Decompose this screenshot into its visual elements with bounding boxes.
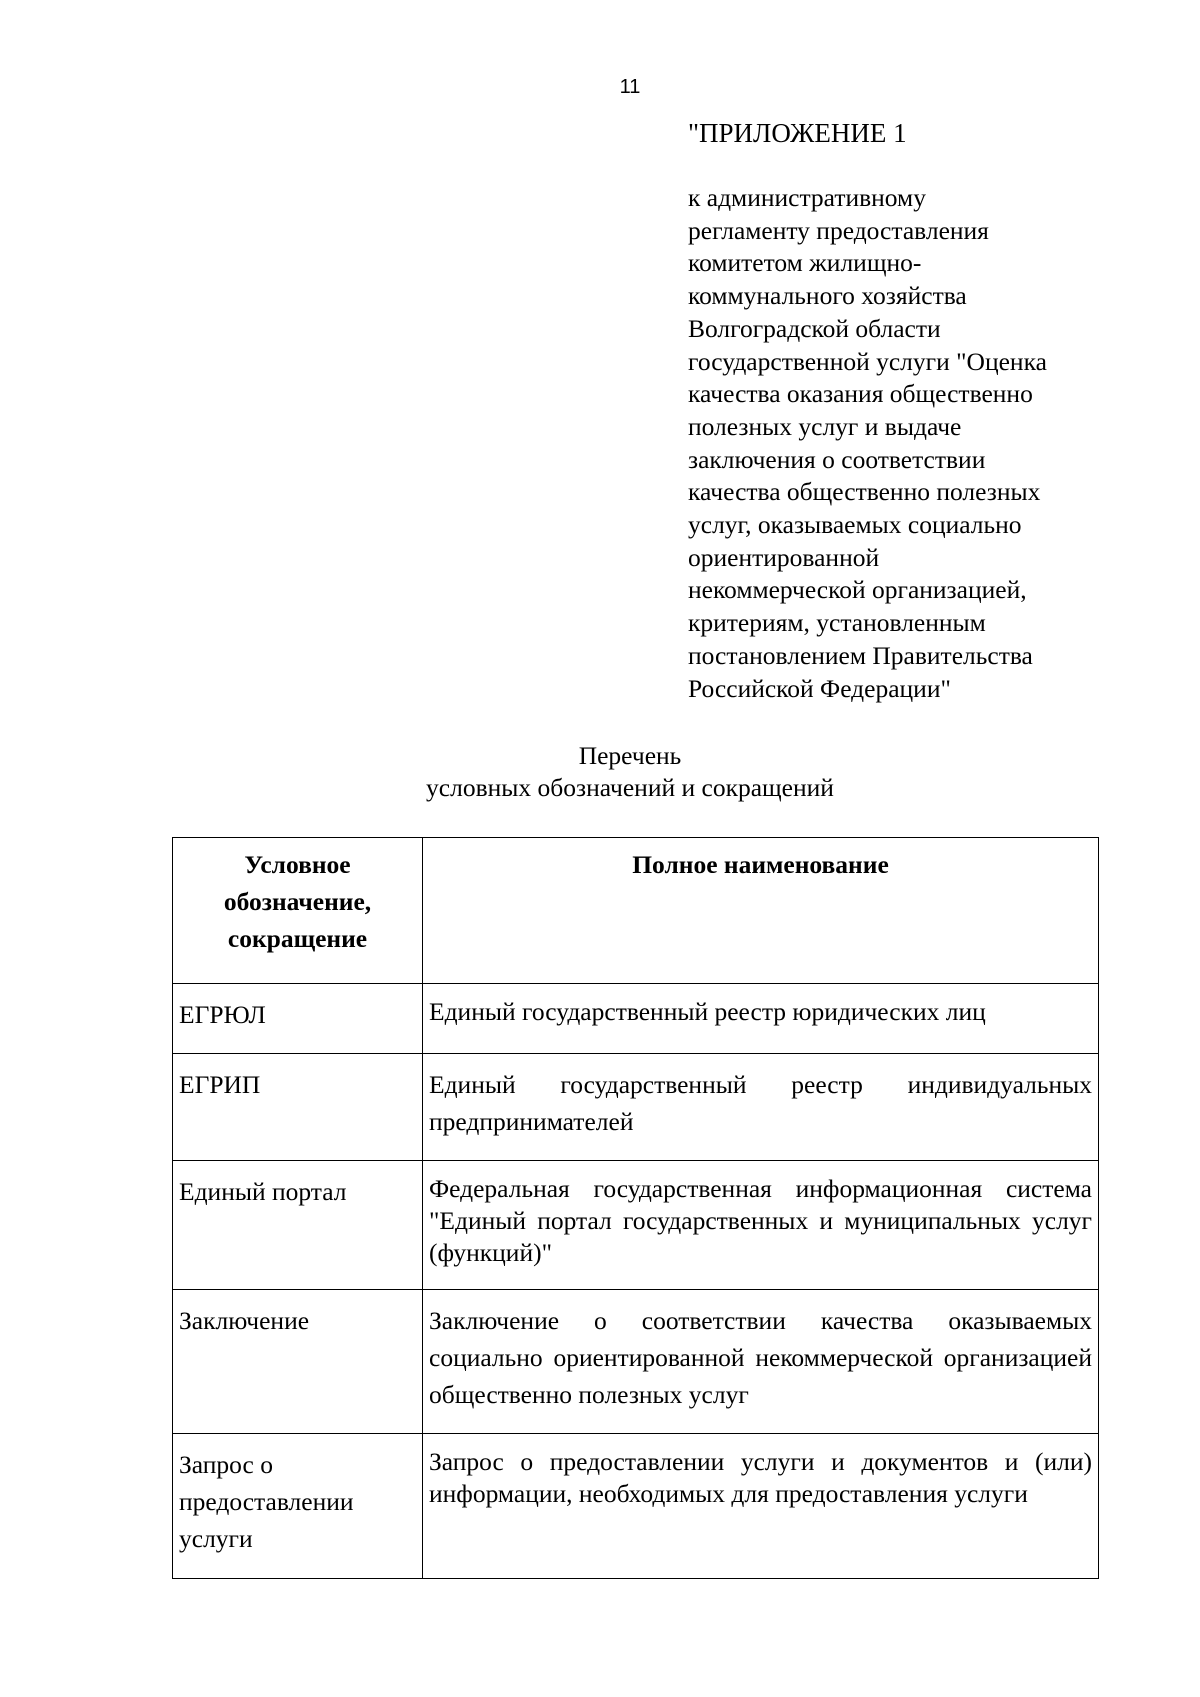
appendix-line: критериям, установленным [688, 608, 986, 638]
definition-cell [423, 1290, 1099, 1434]
list-title-line-1: Перечень [578, 741, 682, 770]
table-header-row [173, 838, 1099, 984]
table-row [173, 984, 1099, 1054]
appendix-line: ориентированной [688, 542, 880, 572]
term-text: ЕГРЮЛ [179, 1000, 266, 1029]
list-title-line-2: условных обозначений и сокращений [426, 773, 834, 802]
appendix-line: некоммерческой организацией, [688, 575, 1027, 605]
term-cell [173, 1161, 423, 1290]
appendix-line: качества оказания общественно [688, 379, 1033, 409]
appendix-line: заключения о соответствии [688, 444, 986, 474]
appendix-line: полезных услуг и выдаче [688, 411, 962, 441]
header-full-name: Полное наименование [423, 838, 1099, 984]
page-number: 11 [619, 76, 641, 98]
term-text: Единый портал [179, 1177, 347, 1206]
term-cell [173, 1290, 423, 1434]
appendix-line: услуг, оказываемых социально [688, 510, 1022, 540]
table-row [173, 1161, 1099, 1290]
appendix-line: коммунального хозяйства [688, 281, 967, 311]
definition-cell [423, 1161, 1099, 1290]
definition-text: Заключение о соответствии качества оказываемых социально ориентированной некоммерческой организацией общественно полезных услуг [429, 1306, 1092, 1409]
term-cell [173, 1434, 423, 1579]
appendix-title: "ПРИЛОЖЕНИЕ 1 [688, 118, 907, 148]
definition-text: Федеральная государственная информационная система "Единый портал государственных и муниципальных услуг (функций)" [429, 1174, 1092, 1267]
appendix-line: государственной услуги "Оценка [688, 346, 1047, 376]
list-title [0, 740, 1200, 804]
appendix-description [688, 182, 1128, 705]
abbreviations-table [172, 837, 1099, 1579]
appendix-line: к административному [688, 183, 926, 212]
definition-cell [423, 1054, 1099, 1161]
appendix-line: Волгоградской области [688, 313, 941, 343]
header-abbreviation: Условное обозначение, сокращение [173, 838, 423, 984]
definition-text: Единый государственный реестр юридических лиц [429, 997, 986, 1026]
term-cell [173, 1054, 423, 1161]
definition-text: Запрос о предоставлении услуги и документов и (или) информации, необходимых для предоставления услуги [429, 1447, 1092, 1508]
table-row [173, 1290, 1099, 1434]
term-text: ЕГРИП [179, 1070, 261, 1099]
term-cell [173, 984, 423, 1054]
appendix-line: постановлением Правительства [688, 640, 1033, 670]
appendix-line: регламенту предоставления [688, 215, 989, 245]
term-text: Запрос о предоставлении услуги [179, 1450, 354, 1553]
definition-cell [423, 984, 1099, 1054]
definition-text: Единый государственный реестр индивидуальных предпринимателей [429, 1070, 1092, 1136]
term-text: Заключение [179, 1306, 310, 1335]
appendix-line: качества общественно полезных [688, 477, 1041, 507]
table-row [173, 1054, 1099, 1161]
table-row [173, 1434, 1099, 1579]
definition-cell [423, 1434, 1099, 1579]
appendix-line: комитетом жилищно- [688, 248, 922, 278]
appendix-line: Российской Федерации" [688, 673, 951, 703]
